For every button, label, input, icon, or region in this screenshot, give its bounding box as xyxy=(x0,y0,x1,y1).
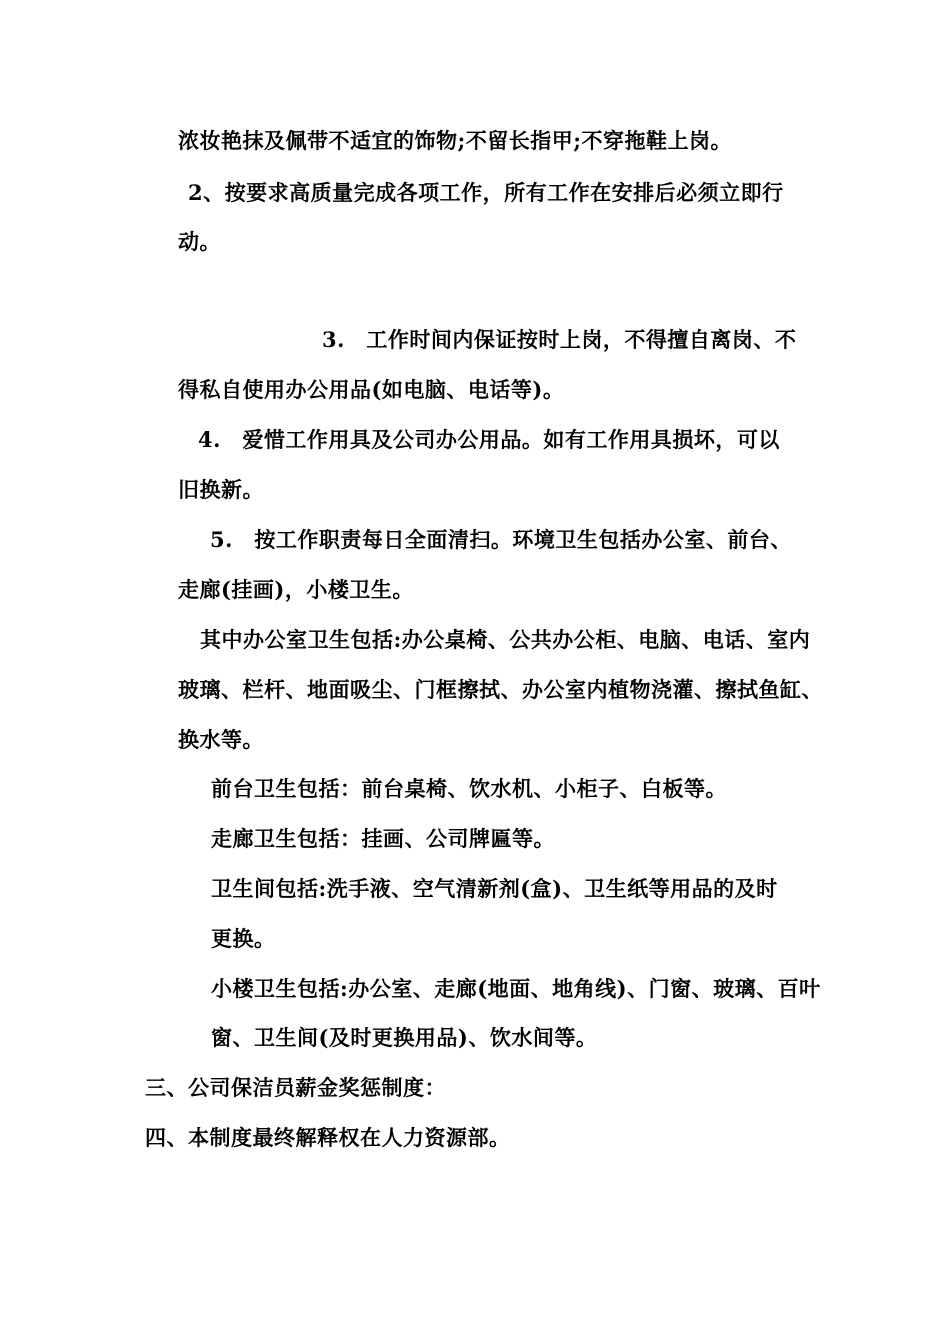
paragraph-line: 动。 xyxy=(178,229,221,254)
paragraph-line: 得私自使用办公用品(如电脑、电话等)。 xyxy=(178,377,565,402)
paragraph-line: 窗、卫生间(及时更换用品)、饮水间等。 xyxy=(211,1025,598,1050)
paragraph-line: 浓妆艳抹及佩带不适宜的饰物;不留长指甲;不穿拖鞋上岗。 xyxy=(178,128,733,153)
section-heading: 四、本制度最终解释权在人力资源部。 xyxy=(145,1125,511,1150)
paragraph-line: 3. 工作时间内保证按时上岗，不得擅自离岗、不 xyxy=(322,327,797,352)
paragraph-line: 其中办公室卫生包括:办公桌椅、公共办公柜、电脑、电话、室内 xyxy=(200,627,811,652)
paragraph-line: 4. 爱惜工作用具及公司办公用品。如有工作用具损坏，可以 xyxy=(198,427,780,452)
paragraph-line: 5. 按工作职责每日全面清扫。环境卫生包括办公室、前台、 xyxy=(210,527,792,552)
paragraph-line: 卫生间包括:洗手液、空气清新剂(盒)、卫生纸等用品的及时 xyxy=(211,876,778,901)
paragraph-line: 更换。 xyxy=(211,926,276,951)
paragraph-line: 小楼卫生包括:办公室、走廊(地面、地角线)、门窗、玻璃、百叶 xyxy=(211,976,821,1001)
paragraph-line: 走廊(挂画)，小楼卫生。 xyxy=(178,577,414,602)
paragraph-line: 换水等。 xyxy=(178,727,264,752)
paragraph-line: 玻璃、栏杆、地面吸尘、门框擦拭、办公室内植物浇灌、擦拭鱼缸、 xyxy=(178,677,823,702)
paragraph-line: 前台卫生包括：前台桌椅、饮水机、小柜子、白板等。 xyxy=(211,776,727,801)
paragraph-line: 2、按要求高质量完成各项工作，所有工作在安排后必须立即行 xyxy=(188,180,784,205)
paragraph-line: 走廊卫生包括：挂画、公司牌匾等。 xyxy=(211,826,555,851)
paragraph-line: 旧换新。 xyxy=(178,477,264,502)
section-heading: 三、公司保洁员薪金奖惩制度： xyxy=(145,1075,446,1100)
